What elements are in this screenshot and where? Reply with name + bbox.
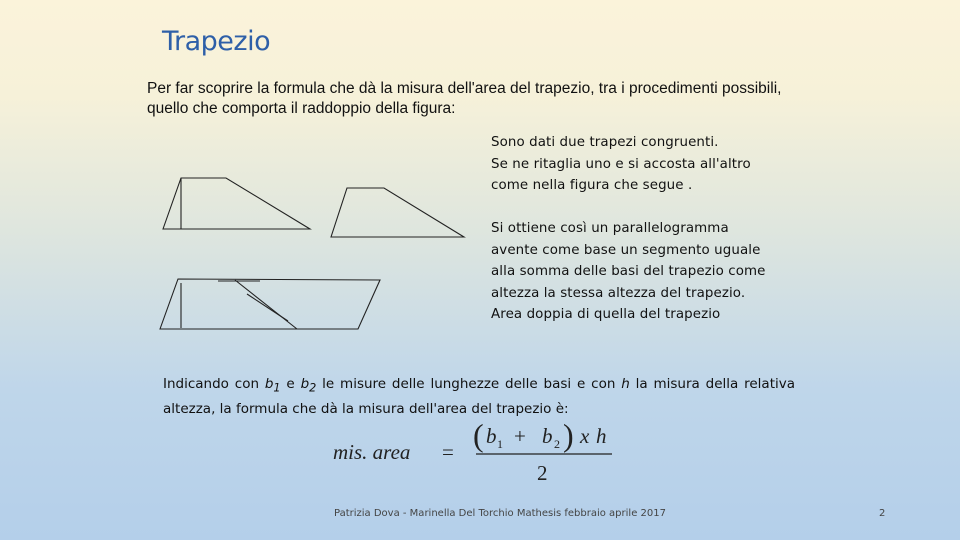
- note1-line: Se ne ritaglia uno e si accosta all'altro: [491, 156, 751, 172]
- formula-b2-sub: 2: [554, 437, 560, 451]
- cut-line-2: [247, 294, 288, 321]
- footer-credits: Patrizia Dova - Marinella Del Torchio Mathesis febbraio aprile 2017: [334, 508, 666, 519]
- formula-lhs: mis. area: [333, 440, 411, 464]
- note-parallelogram: [491, 218, 811, 326]
- note2-line: altezza la stessa altezza del trapezio.: [491, 285, 746, 301]
- formula-times: x: [580, 424, 590, 448]
- formula-plus: +: [514, 424, 526, 448]
- formula-equals: =: [442, 440, 454, 464]
- cut-line-1: [235, 280, 297, 329]
- page-number: 2: [879, 508, 886, 519]
- note2-line: avente come base un segmento uguale: [491, 242, 761, 258]
- note1-line: Sono dati due trapezi congruenti.: [491, 135, 719, 150]
- trapezoid-1: [163, 178, 310, 229]
- parallelogram: [160, 279, 380, 329]
- note-congruent-trapezoids: [491, 132, 811, 197]
- intro-paragraph: Per far scoprire la formula che dà la misura dell'area del trapezio, tra i procedimenti possibili, quello che comporta il raddoppio della figura:: [147, 80, 782, 117]
- formula-b2: b: [542, 424, 553, 448]
- note1-line: come nella figura che segue .: [491, 178, 693, 194]
- formula-b1: b: [486, 424, 497, 448]
- conclusion-paragraph: Indicando con $b_1$ e $b_2$ le misure delle lunghezze delle basi e con h la misura della relativa altezza, la formula che dà la misura dell'area del trapezio è:: [163, 376, 795, 418]
- formula-denominator: 2: [537, 461, 548, 485]
- formula-close-paren: ): [563, 420, 574, 453]
- area-formula: [330, 420, 630, 490]
- note2-line: Area doppia di quella del trapezio: [491, 307, 721, 323]
- trapezoid-2: [331, 188, 464, 237]
- note2-line: Si ottiene così un parallelogramma: [491, 221, 729, 236]
- note2-line: alla somma delle basi del trapezio come: [491, 264, 766, 280]
- slide-title: Trapezio: [162, 26, 271, 57]
- formula-h: h: [596, 424, 607, 448]
- formula-open-paren: (: [473, 420, 484, 453]
- formula-b1-sub: 1: [497, 437, 503, 451]
